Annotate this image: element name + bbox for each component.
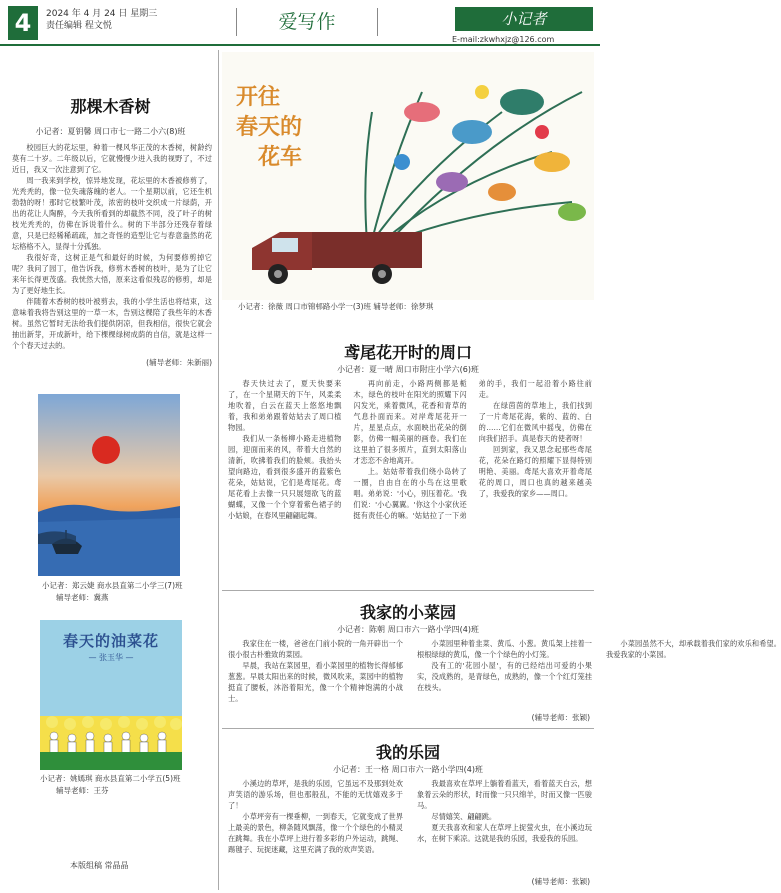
- article2-body: [228, 378, 592, 578]
- rapeseed-caption: 小记者：姚嫣琪 商水县直第二小学五(5)班: [40, 774, 181, 783]
- sunset-caption: 小记者：郑云婕 商水县直第二小学三(7)班: [42, 581, 183, 590]
- article4-author: 小记者：王一格 周口市六一路小学四(4)班: [333, 765, 483, 774]
- section-title: 爱写作: [236, 8, 378, 36]
- article4-teacher: (辅导老师：张颖): [531, 877, 590, 886]
- paragraph: 回到家，我又思念起那些鸢尾花，花朵在路灯的照耀下显得特别明艳、美丽。鸢尾大喜欢开着鸢尾花的周口，周口也真的越来越美了，我爱我的家乡——周口。: [478, 445, 592, 498]
- article2-author: 小记者：夏一晴 周口市附庄小学六(6)班: [337, 365, 479, 374]
- paragraph: 伴随着木香树的枝叶被剪去，我的小学生活也将结束，这意味着我将告别这里的一草一木，告别这棵陪了我些年的木香树。虽然它暂时无法给我们提供阴凉，但我相信，很快它就会抽出新芽，开成新叶，给下棵棵绿树成荫的自信，就是这样一个个春天过去的。: [12, 297, 212, 350]
- paragraph: 我们从一条杨柳小路走进植物园，迎面而来的风，带着大自然的清新，吹拂着我们的脸颊。我抬头望向路边，看到很多盛开的蓝紫色花朵，姑姑说，它们是鸢尾花。鸢尾花看上去像一只只展翅欲飞的蓝蝴蝶，又像一个个穿着紫色裙子的小姑娘，在春风里翩翩起舞。: [228, 434, 342, 520]
- paragraph: 在绿茵茵的草地上，我们找到了一片鸢尾花海，紫的、蓝的、白的……它们在微风中摇曳，仿佛在向我们招手。真是春天的使者呀！: [478, 401, 592, 443]
- layout-credit: 本版组稿 常晶晶: [70, 861, 129, 870]
- truck-caption: 小记者：徐薇 周口市锦邨路小学一(3)班 辅导老师：徐梦琪: [238, 302, 434, 311]
- truck-label-3: 花车: [258, 144, 303, 170]
- paragraph: 周一我来到学校，惊异地发现，花坛里的木香被修剪了，光秃秃的，像一位失魂落魄的老人。一个星期以前，它还生机勃勃的呀！那时它枝繁叶茂，浓密的枝叶交织成一片绿荫，开出的花让人陶醉，今天我所看到的却截然不同，没了叶子的树枝光秃秃的，仿佛在诉说着什么。树的下半部分还残存着绿意，只是已经稀稀疏疏，加之奇怪的造型让它与春意盎然的花坛格格不入，显得十分孤独。: [12, 176, 212, 251]
- column-divider: [218, 50, 219, 890]
- header-rule: [0, 44, 600, 46]
- truck-label-1: 开往: [236, 84, 281, 110]
- paragraph: 尽情嬉笑、翩翩跳。: [431, 812, 497, 821]
- sunset-teacher: 辅导老师：冀燕: [56, 593, 109, 602]
- sunset-painting: [38, 394, 180, 576]
- paragraph: 校园巨大的花坛里，种着一棵风华正茂的木香树，树龄约莫有二十岁。二年级以后，它就慢慢少进入我的视野了，不过近日，我又一次注意到了它。: [12, 143, 212, 174]
- divider: [222, 590, 594, 591]
- divider: [222, 728, 594, 729]
- article3-title: 我家的小菜园: [359, 603, 456, 622]
- issue-date: 2024 年 4 月 24 日 星期三: [46, 9, 158, 19]
- article1-body: [12, 142, 212, 348]
- article3-author: 小记者：陈朝 周口市六一路小学四(4)班: [337, 625, 479, 634]
- paragraph: 没有工的'花园小屋'，有的已经结出可爱的小果实，没成熟的，是青绿色，成熟的，像一个个红灯笼挂在枝头。: [417, 661, 592, 692]
- paragraph: 我很好奇，这树正是气和最好的时候，为何要修剪掉它呢？我问了园丁，他告诉我，修剪木香树的枝叶，是为了让它来年长得更茂盛。我恍然大悟，原来这看似残忍的修剪，却是为了更好地生长。: [12, 253, 212, 295]
- article3-body: [228, 638, 781, 710]
- article2-title: 鸢尾花开时的周口: [343, 343, 472, 362]
- paragraph: 上。姑姑带着我们绕小岛转了一圈，自由自在的小鸟在这里歌唱。弟弟说：'小心，别压着花。'我们说：'小心翼翼。'你这个小家伙还挺有责任心的嘛。'姑姑拉了一下弟弟的手，我们一起沿着小路往前走。: [353, 379, 592, 520]
- paragraph: 小菜园里种着韭菜、黄瓜、小葱。黄瓜架上挂着一根根绿绿的黄瓜，像一个个绿色的小灯笼。: [417, 639, 592, 659]
- article1-author: 小记者：夏钥馨 周口市七一路二小六(8)班: [35, 127, 186, 136]
- paragraph: 早晨，我站在菜园里，看小菜园里的植物长得郁郁葱葱。早晨太阳出来的时候，微风吹来，菜园中的植物挺直了腰板，沐浴着阳光，像一个个精神饱满的小战士。: [228, 661, 403, 703]
- rapeseed-label: 春天的油菜花: [62, 632, 159, 650]
- paragraph: 我最喜欢在草坪上躺着看蓝天，看着蓝天白云，想象着云朵的形状，时而像一只只绵羊，时而又像一匹骏马。: [417, 779, 592, 810]
- paragraph: 再向前走，小路两侧都是栀木，绿色的枝叶在阳光的照耀下闪闪发光，乘着微风，花香和青草的气息扑面而来。对岸鸢尾花开一片，星星点点，水面映出花朵的倒影，仿佛一幅美丽的画卷。我们在这里拍了很多照片，直到太阳落山才恋恋不舍地离开。: [353, 379, 467, 465]
- issue-editors: 责任编辑 程文悦: [46, 21, 112, 31]
- paragraph: 夏天我喜欢和家人在草坪上捉萤火虫，在小溪边玩水，在树下乘凉。这就是我的乐园，我爱我的乐园。: [417, 823, 592, 843]
- paragraph: 小草坪旁有一棵垂柳，一到春天，它就变成了世界上最美的景色，柳条随风飘荡，像一个个绿色的小精灵在跳舞。我在小草坪上进行着多彩的户外运动，跳绳、踢毽子、玩捉迷藏，这里充满了我的欢声笑语。: [228, 812, 403, 854]
- article4-title: 我的乐园: [375, 743, 440, 762]
- rapeseed-teacher: 辅导老师：王芬: [56, 786, 109, 795]
- paragraph: 我家住在一楼，爸爸在门前小院的一角开辟出一个很小很古朴雅致的菜园。: [228, 639, 403, 659]
- paragraph: 春天快过去了，夏天快要来了，在一个星期天的下午，风柔柔地吹着，白云在蓝天上悠悠地飘着，我和弟弟跟着姑姑去了周口植物园。: [228, 379, 342, 432]
- truck-label-2: 春天的: [236, 114, 303, 140]
- article1-title: 那棵木香树: [70, 97, 151, 116]
- article3-teacher: (辅导老师：张颖): [531, 713, 590, 722]
- issue-meta: [46, 8, 157, 32]
- contact-email: E-mail:zkwhxjz@126.com: [452, 35, 555, 44]
- paragraph: 小溪边的草坪，是我的乐园，它虽远不及那到处欢声笑语的游乐场，但也那般乱，不能的无忧嬉戏多于了！: [228, 779, 403, 810]
- page-number: 4: [8, 6, 38, 40]
- rapeseed-sublabel: — 张玉华 —: [88, 653, 134, 662]
- paragraph: 小菜园虽然不大，却承载着我们家的欢乐和希望。我爱我家的小菜园。: [606, 639, 781, 659]
- article1-teacher: (辅导老师：朱新丽): [146, 358, 212, 367]
- brand-banner: 小记者: [455, 7, 593, 31]
- article4-body: [228, 778, 592, 874]
